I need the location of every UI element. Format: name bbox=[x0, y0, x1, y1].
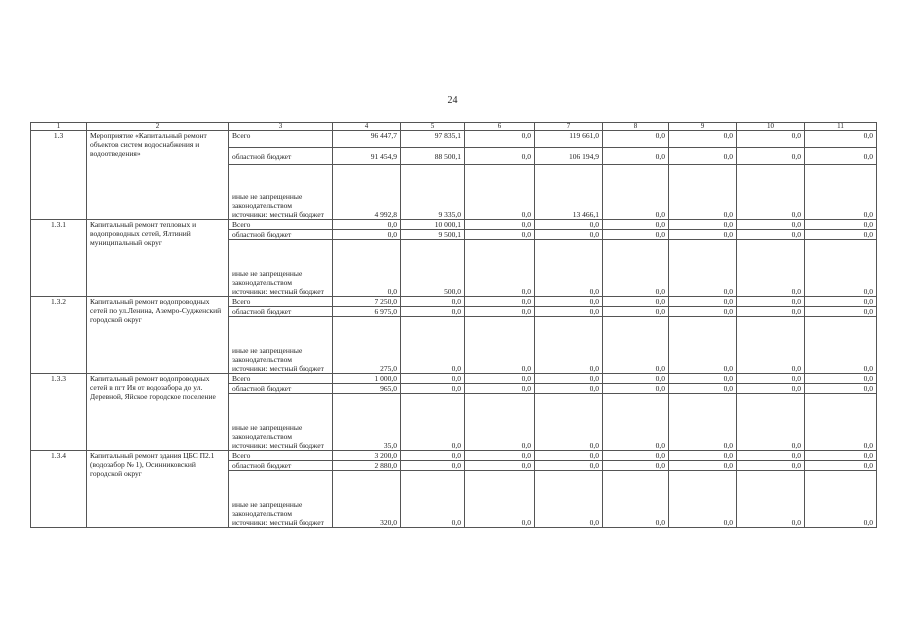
amount-cell: 0,0 bbox=[535, 394, 603, 451]
amount-cell: 0,0 bbox=[603, 471, 669, 528]
funding-source-label: областной бюджет bbox=[229, 230, 333, 240]
item-name: Капитальный ремонт тепловых и водопроводных сетей, Ялтиний муниципальный округ bbox=[87, 220, 229, 297]
amount-cell: 0,0 bbox=[465, 220, 535, 230]
amount-cell: 0,0 bbox=[737, 451, 805, 461]
item-code: 1.3.4 bbox=[31, 451, 87, 528]
amount-cell: 0,0 bbox=[401, 461, 465, 471]
amount-cell: 96 447,7 bbox=[333, 131, 401, 148]
column-number: 8 bbox=[603, 123, 669, 131]
funding-source-label: Всего bbox=[229, 451, 333, 461]
amount-cell: 0,0 bbox=[603, 220, 669, 230]
amount-cell: 0,0 bbox=[669, 131, 737, 148]
amount-cell: 0,0 bbox=[805, 230, 877, 240]
amount-cell: 0,0 bbox=[669, 230, 737, 240]
funding-source-label: областной бюджет bbox=[229, 148, 333, 165]
amount-cell: 500,0 bbox=[401, 240, 465, 297]
amount-cell: 0,0 bbox=[465, 461, 535, 471]
amount-cell: 0,0 bbox=[737, 165, 805, 220]
column-number: 10 bbox=[737, 123, 805, 131]
amount-cell: 0,0 bbox=[465, 148, 535, 165]
column-number: 2 bbox=[87, 123, 229, 131]
amount-cell: 0,0 bbox=[333, 240, 401, 297]
amount-cell: 3 200,0 bbox=[333, 451, 401, 461]
amount-cell: 0,0 bbox=[465, 240, 535, 297]
item-code: 1.3.3 bbox=[31, 374, 87, 451]
amount-cell: 0,0 bbox=[603, 394, 669, 451]
amount-cell: 0,0 bbox=[465, 451, 535, 461]
amount-cell: 0,0 bbox=[737, 384, 805, 394]
column-number: 9 bbox=[669, 123, 737, 131]
column-number: 4 bbox=[333, 123, 401, 131]
amount-cell: 0,0 bbox=[401, 317, 465, 374]
amount-cell: 0,0 bbox=[465, 394, 535, 451]
table-row bbox=[31, 451, 877, 461]
amount-cell: 0,0 bbox=[805, 394, 877, 451]
amount-cell: 0,0 bbox=[603, 384, 669, 394]
amount-cell: 0,0 bbox=[669, 307, 737, 317]
amount-cell: 0,0 bbox=[805, 471, 877, 528]
amount-cell: 275,0 bbox=[333, 317, 401, 374]
amount-cell: 9 335,0 bbox=[401, 165, 465, 220]
amount-cell: 0,0 bbox=[737, 461, 805, 471]
amount-cell: 7 250,0 bbox=[333, 297, 401, 307]
amount-cell: 0,0 bbox=[333, 220, 401, 230]
column-number-row bbox=[31, 123, 877, 131]
amount-cell: 0,0 bbox=[465, 307, 535, 317]
amount-cell: 0,0 bbox=[805, 374, 877, 384]
amount-cell: 0,0 bbox=[805, 220, 877, 230]
amount-cell: 0,0 bbox=[603, 297, 669, 307]
amount-cell: 0,0 bbox=[669, 317, 737, 374]
amount-cell: 0,0 bbox=[805, 317, 877, 374]
amount-cell: 0,0 bbox=[535, 461, 603, 471]
amount-cell: 0,0 bbox=[805, 165, 877, 220]
budget-table bbox=[30, 122, 877, 528]
amount-cell: 6 975,0 bbox=[333, 307, 401, 317]
funding-source-label: областной бюджет bbox=[229, 461, 333, 471]
amount-cell: 0,0 bbox=[805, 307, 877, 317]
amount-cell: 0,0 bbox=[535, 220, 603, 230]
amount-cell: 0,0 bbox=[603, 461, 669, 471]
table-row bbox=[31, 131, 877, 148]
item-name: Капитальный ремонт здания ЦБС П2.1 (водозабор № 1), Осинниковский городской округ bbox=[87, 451, 229, 528]
amount-cell: 0,0 bbox=[805, 240, 877, 297]
funding-source-label: областной бюджет bbox=[229, 307, 333, 317]
amount-cell: 4 992,8 bbox=[333, 165, 401, 220]
amount-cell: 0,0 bbox=[401, 307, 465, 317]
amount-cell: 0,0 bbox=[401, 471, 465, 528]
amount-cell: 88 500,1 bbox=[401, 148, 465, 165]
amount-cell: 0,0 bbox=[603, 230, 669, 240]
amount-cell: 0,0 bbox=[465, 384, 535, 394]
amount-cell: 0,0 bbox=[669, 384, 737, 394]
amount-cell: 0,0 bbox=[603, 240, 669, 297]
amount-cell: 119 661,0 bbox=[535, 131, 603, 148]
amount-cell: 0,0 bbox=[603, 131, 669, 148]
amount-cell: 0,0 bbox=[603, 451, 669, 461]
amount-cell: 0,0 bbox=[737, 240, 805, 297]
amount-cell: 0,0 bbox=[603, 165, 669, 220]
amount-cell: 9 500,1 bbox=[401, 230, 465, 240]
amount-cell: 0,0 bbox=[737, 297, 805, 307]
amount-cell: 0,0 bbox=[669, 374, 737, 384]
amount-cell: 0,0 bbox=[603, 307, 669, 317]
amount-cell: 0,0 bbox=[603, 317, 669, 374]
amount-cell: 91 454,9 bbox=[333, 148, 401, 165]
funding-source-label: Всего bbox=[229, 131, 333, 148]
column-number: 7 bbox=[535, 123, 603, 131]
amount-cell: 0,0 bbox=[669, 148, 737, 165]
amount-cell: 0,0 bbox=[535, 240, 603, 297]
funding-source-label: иные не запрещенные законодательством источники: местный бюджет bbox=[229, 317, 333, 374]
funding-source-label: иные не запрещенные законодательством источники: местный бюджет bbox=[229, 165, 333, 220]
amount-cell: 0,0 bbox=[737, 317, 805, 374]
amount-cell: 0,0 bbox=[805, 131, 877, 148]
amount-cell: 0,0 bbox=[805, 384, 877, 394]
amount-cell: 1 000,0 bbox=[333, 374, 401, 384]
amount-cell: 0,0 bbox=[535, 374, 603, 384]
amount-cell: 0,0 bbox=[737, 220, 805, 230]
amount-cell: 0,0 bbox=[603, 374, 669, 384]
item-code: 1.3.2 bbox=[31, 297, 87, 374]
amount-cell: 0,0 bbox=[535, 307, 603, 317]
funding-source-label: областной бюджет bbox=[229, 384, 333, 394]
amount-cell: 0,0 bbox=[401, 394, 465, 451]
amount-cell: 0,0 bbox=[401, 451, 465, 461]
column-number: 6 bbox=[465, 123, 535, 131]
amount-cell: 0,0 bbox=[535, 471, 603, 528]
column-number: 11 bbox=[805, 123, 877, 131]
amount-cell: 0,0 bbox=[805, 451, 877, 461]
amount-cell: 0,0 bbox=[465, 471, 535, 528]
amount-cell: 2 880,0 bbox=[333, 461, 401, 471]
amount-cell: 106 194,9 bbox=[535, 148, 603, 165]
amount-cell: 0,0 bbox=[737, 307, 805, 317]
item-code: 1.3.1 bbox=[31, 220, 87, 297]
amount-cell: 0,0 bbox=[465, 317, 535, 374]
amount-cell: 0,0 bbox=[535, 230, 603, 240]
amount-cell: 0,0 bbox=[535, 384, 603, 394]
amount-cell: 13 466,1 bbox=[535, 165, 603, 220]
amount-cell: 0,0 bbox=[737, 148, 805, 165]
amount-cell: 0,0 bbox=[737, 374, 805, 384]
amount-cell: 0,0 bbox=[465, 297, 535, 307]
item-name: Капитальный ремонт водопроводных сетей по ул.Ленина, Аземро-Судженский городской округ bbox=[87, 297, 229, 374]
amount-cell: 0,0 bbox=[805, 148, 877, 165]
funding-source-label: иные не запрещенные законодательством источники: местный бюджет bbox=[229, 394, 333, 451]
amount-cell: 97 835,1 bbox=[401, 131, 465, 148]
item-code: 1.3 bbox=[31, 131, 87, 220]
amount-cell: 0,0 bbox=[669, 394, 737, 451]
table-row bbox=[31, 220, 877, 230]
amount-cell: 320,0 bbox=[333, 471, 401, 528]
column-number: 1 bbox=[31, 123, 87, 131]
amount-cell: 0,0 bbox=[465, 131, 535, 148]
amount-cell: 0,0 bbox=[737, 230, 805, 240]
page-number: 24 bbox=[447, 95, 458, 106]
amount-cell: 0,0 bbox=[737, 471, 805, 528]
amount-cell: 0,0 bbox=[401, 384, 465, 394]
amount-cell: 0,0 bbox=[805, 461, 877, 471]
amount-cell: 0,0 bbox=[465, 230, 535, 240]
amount-cell: 0,0 bbox=[535, 451, 603, 461]
funding-source-label: иные не запрещенные законодательством источники: местный бюджет bbox=[229, 471, 333, 528]
amount-cell: 0,0 bbox=[669, 461, 737, 471]
amount-cell: 0,0 bbox=[465, 165, 535, 220]
amount-cell: 0,0 bbox=[401, 297, 465, 307]
amount-cell: 0,0 bbox=[603, 148, 669, 165]
amount-cell: 35,0 bbox=[333, 394, 401, 451]
amount-cell: 0,0 bbox=[401, 374, 465, 384]
amount-cell: 0,0 bbox=[737, 394, 805, 451]
amount-cell: 0,0 bbox=[805, 297, 877, 307]
item-name: Мероприятие «Капитальный ремонт объектов систем водоснабжения и водоотведения» bbox=[87, 131, 229, 220]
funding-source-label: Всего bbox=[229, 297, 333, 307]
amount-cell: 0,0 bbox=[465, 374, 535, 384]
amount-cell: 0,0 bbox=[669, 451, 737, 461]
funding-source-label: Всего bbox=[229, 220, 333, 230]
amount-cell: 0,0 bbox=[737, 131, 805, 148]
amount-cell: 965,0 bbox=[333, 384, 401, 394]
amount-cell: 0,0 bbox=[669, 165, 737, 220]
funding-source-label: Всего bbox=[229, 374, 333, 384]
amount-cell: 10 000,1 bbox=[401, 220, 465, 230]
column-number: 5 bbox=[401, 123, 465, 131]
column-number: 3 bbox=[229, 123, 333, 131]
funding-source-label: иные не запрещенные законодательством источники: местный бюджет bbox=[229, 240, 333, 297]
amount-cell: 0,0 bbox=[669, 471, 737, 528]
item-name: Капитальный ремонт водопроводных сетей в пгт Ия от водозабора до ул. Деревной, Яйское городское поселение bbox=[87, 374, 229, 451]
table-row bbox=[31, 374, 877, 384]
amount-cell: 0,0 bbox=[669, 297, 737, 307]
amount-cell: 0,0 bbox=[333, 230, 401, 240]
amount-cell: 0,0 bbox=[535, 317, 603, 374]
amount-cell: 0,0 bbox=[669, 240, 737, 297]
amount-cell: 0,0 bbox=[535, 297, 603, 307]
amount-cell: 0,0 bbox=[669, 220, 737, 230]
table-row bbox=[31, 297, 877, 307]
